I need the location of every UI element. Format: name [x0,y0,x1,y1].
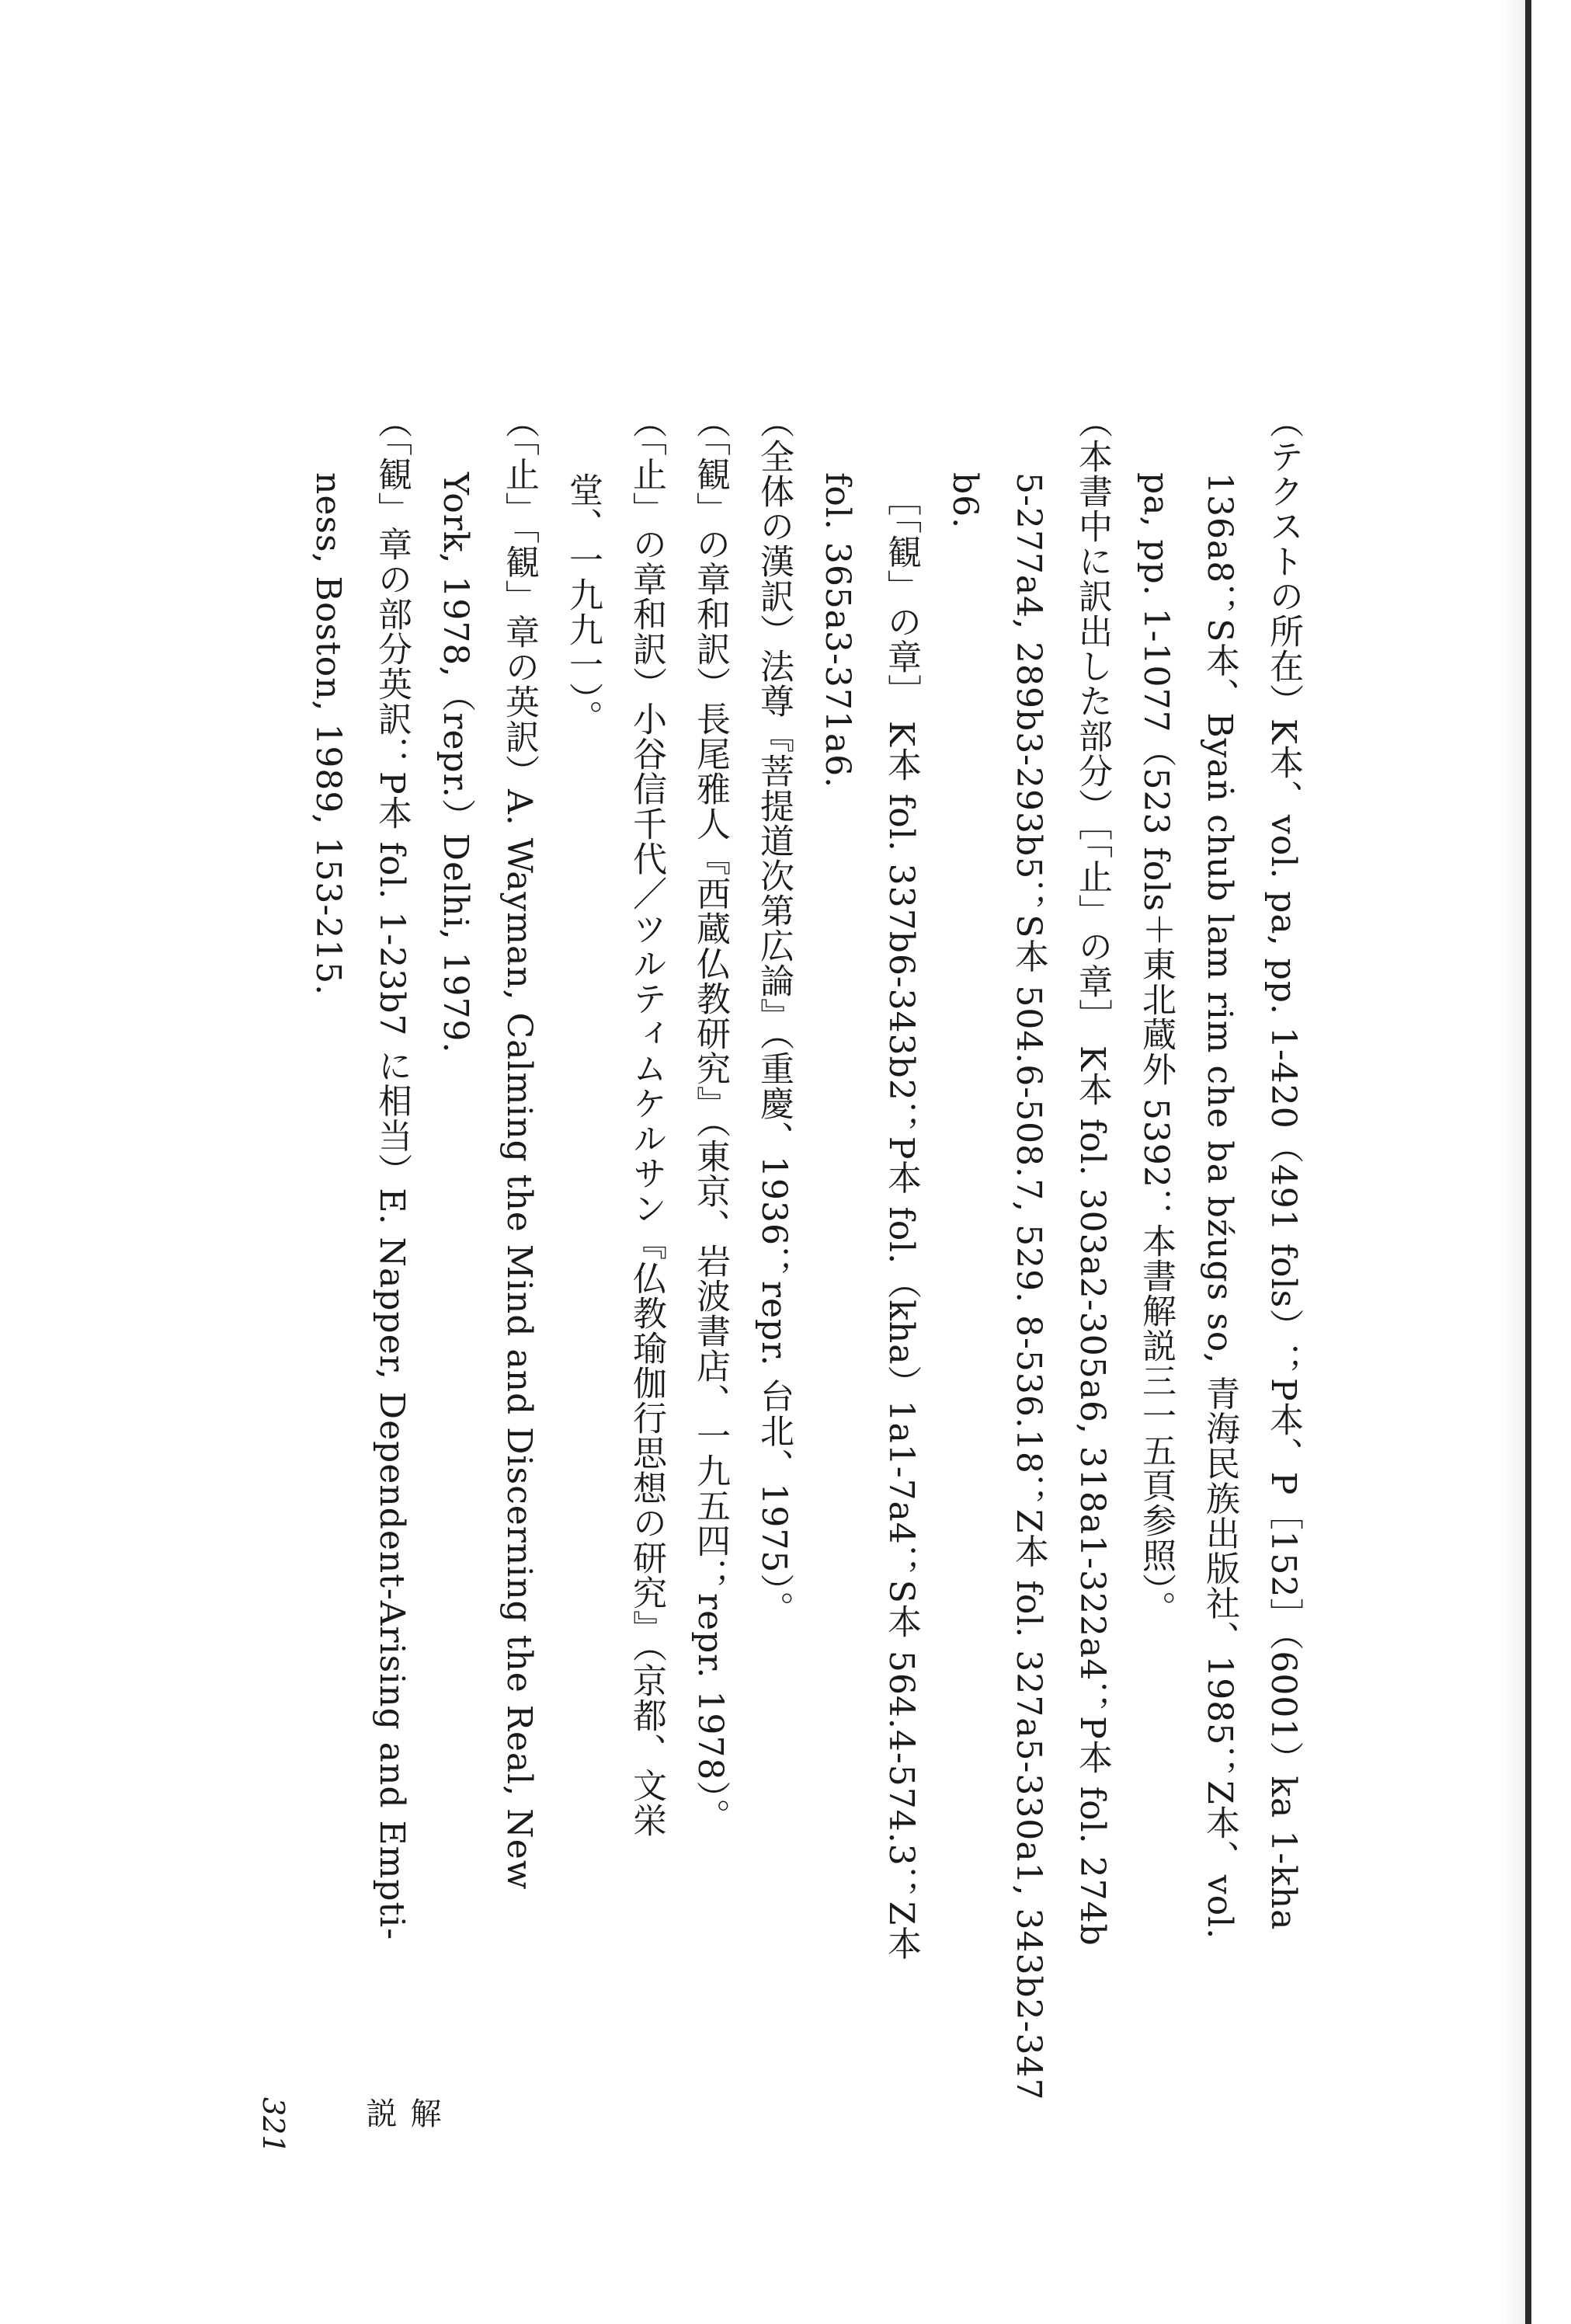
line-13: （「止」「観」章の英訳）A. Wayman, Calming the Mind and Discerning the Real, New [499,404,539,1891]
page-number: 321 [256,2097,290,2154]
page-edge [1525,0,1531,2324]
line-4: （本書中に訳出した部分）［「止」の章］ K本 fol. 303a2-305a6, 318a1-322a4；P本 fol. 274b [1072,404,1112,1947]
text-block [296,404,1315,2159]
line-9: （全体の漢訳）法尊『菩提道次第広論』（重慶、1936；repr. 台北、1975）。 [754,404,794,1626]
line-8: fol. 365a3-371a6. [818,472,857,789]
line-16: ness, Boston, 1989, 153-215. [308,472,348,997]
line-15: （「観」章の部分英訳：P本 fol. 1-23b7 に相当）E. Napper, Dependent-Arising and Empti- [372,404,412,1941]
page-edge-shadow [1499,0,1525,2324]
line-12: 堂、一九九一）。 [563,472,603,735]
line-14: York, 1978,（repr.）Delhi, 1979. [436,472,475,1054]
line-5: 5-277a4, 289b3-293b5；S本 504.6-508.7, 529. 8-536.18；Z本 fol. 327a5-330a1, 343b2-347 [1009,472,1048,2101]
line-10: （「観」の章和訳）長尾雅人『西蔵仏教研究』（東京、岩波書店、一九五四；repr. 1978）。 [690,404,730,1834]
line-1: （テクストの所在）K本、vol. pa, pp. 1-420（491 fols）；P本、P［152］（6001）ka 1-kha [1263,404,1303,1931]
line-11: （「止」の章和訳）小谷信千代／ツルティムケルサン『仏教瑜伽行思想の研究』（京都、文栄 [627,404,666,1838]
line-2: 136a8；S本、Byaṅ chub lam rim che ba bźugs so, 青海民族出版社、1985；Z本、vol. [1200,472,1239,1940]
line-7: ［「観」の章］ K本 fol. 337b6-343b2；P本 fol.（kha）1a1-7a4；S本 564.4-574.3；Z本 [881,482,921,1961]
line-3: pa, pp. 1-1077（523 fols＋東北蔵外 5392：本書解説三一五頁参照）。 [1136,472,1176,1626]
running-head: 解 説 [361,2097,441,2253]
line-6: b6. [945,472,985,530]
